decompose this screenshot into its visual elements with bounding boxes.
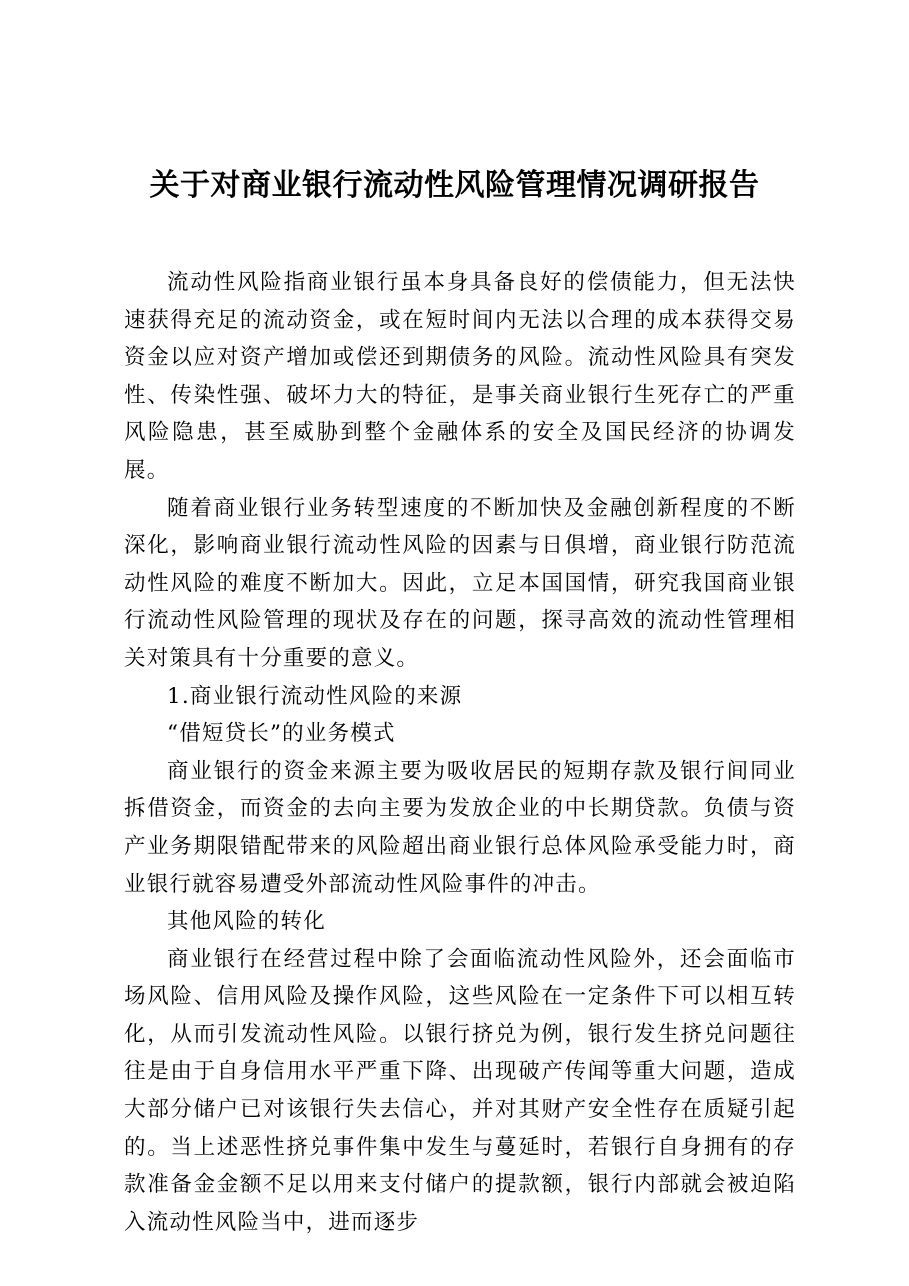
subheading-business-model: “借短贷长”的业务模式 bbox=[167, 721, 396, 747]
document-body bbox=[124, 264, 796, 1241]
paragraph-risk-conversion: 商业银行在经营过程中除了会面临流动性风险外，还会面临市场风险、信用风险及操作风险，这些风险在一定条件下可以相互转化，从而引发流动性风险。以银行挤兑为例，银行发生挤兑问题往往是由于自身信用水平严重下降、出现破产传闻等重大问题，造成大部分储户已对该银行失去信心，并对其财产安全性存在质疑引起的。当上述恶性挤兑事件集中发生与蔓延时，若银行自身拥有的存款准备金金额不足以用来支付储户的提款额，银行内部就会被迫陷入流动性风险当中，进而逐步 bbox=[124, 946, 796, 1235]
section-heading-sources: 1.商业银行流动性风险的来源 bbox=[167, 683, 463, 709]
paragraph-significance: 随着商业银行业务转型速度的不断加快及金融创新程度的不断深化，影响商业银行流动性风险的因素与日俱增，商业银行防范流动性风险的难度不断加大。因此，立足本国国情，研究我国商业银行流动性风险管理的现状及存在的问题，探寻高效的流动性管理相关对策具有十分重要的意义。 bbox=[124, 495, 796, 671]
subheading-risk-conversion: 其他风险的转化 bbox=[167, 909, 326, 935]
paragraph-business-model: 商业银行的资金来源主要为吸收居民的短期存款及银行间同业拆借资金，而资金的去向主要为发放企业的中长期贷款。负债与资产业务期限错配带来的风险超出商业银行总体风险承受能力时，商业银行就容易遭受外部流动性风险事件的冲击。 bbox=[124, 758, 796, 897]
document-title: 关于对商业银行流动性风险管理情况调研报告 bbox=[149, 168, 760, 203]
paragraph-intro: 流动性风险指商业银行虽本身具备良好的偿债能力，但无法快速获得充足的流动资金，或在短时间内无法以合理的成本获得交易资金以应对资产增加或偿还到期债务的风险。流动性风险具有突发性、传染性强、破坏力大的特征，是事关商业银行生死存亡的严重风险隐患，甚至威胁到整个金融体系的安全及国民经济的协调发展。 bbox=[124, 270, 796, 483]
